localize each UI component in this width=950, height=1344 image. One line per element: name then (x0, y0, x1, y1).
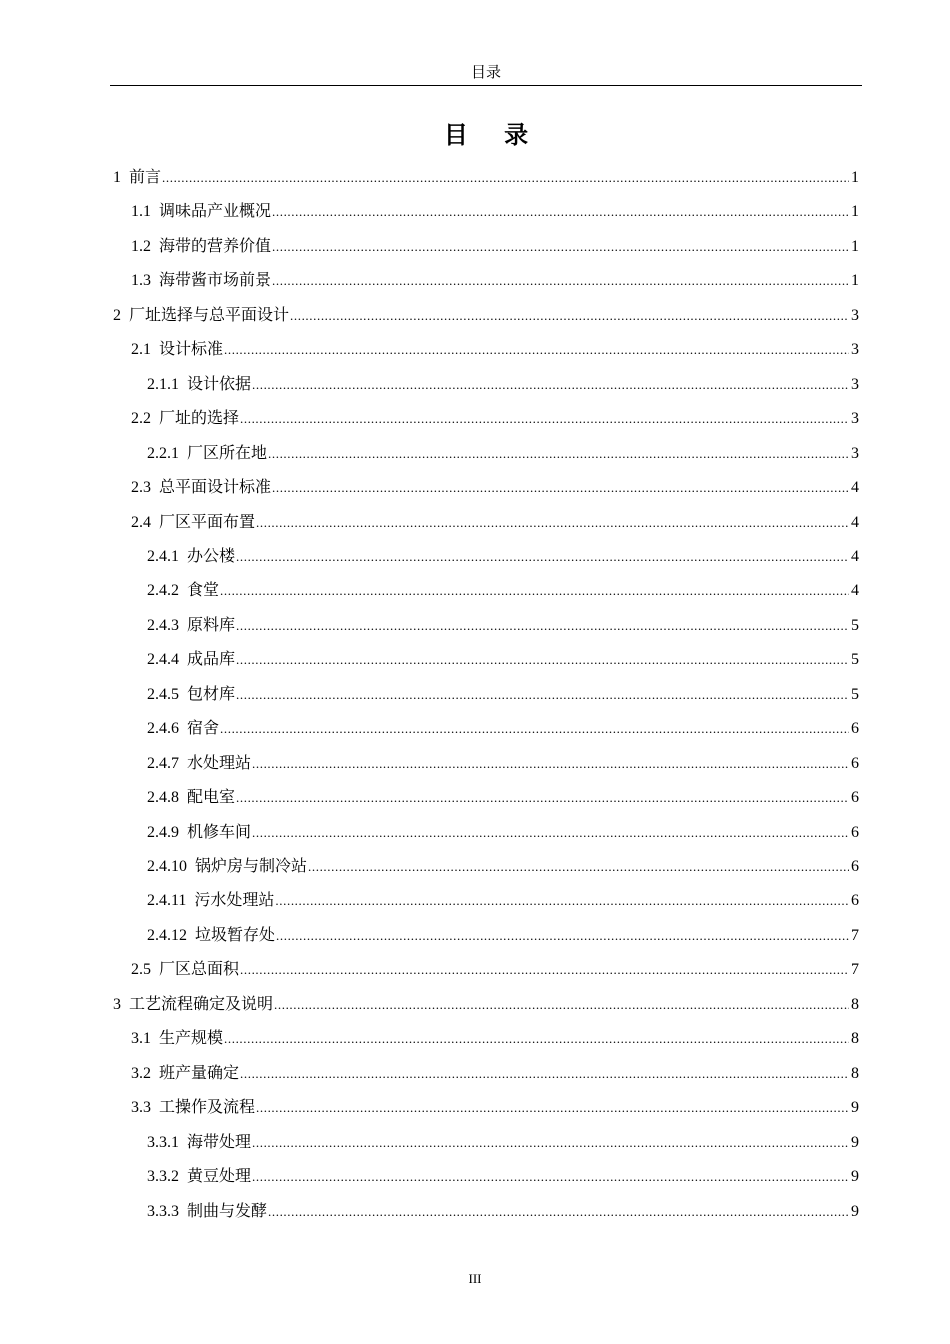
toc-entry[interactable] (147, 815, 859, 849)
toc-dot-leader (272, 471, 849, 505)
toc-entry[interactable] (131, 194, 859, 228)
toc-dot-leader (240, 953, 849, 987)
toc-entry-title: 厂区所在地 (187, 442, 268, 462)
toc-entry[interactable] (147, 1159, 859, 1193)
toc-entry[interactable] (147, 711, 859, 745)
toc-entry-title: 原料库 (187, 614, 236, 634)
toc-entry-number: 2.2 (131, 410, 151, 428)
toc-entry-number: 2.5 (131, 961, 151, 979)
toc-entry-page: 8 (851, 1064, 859, 1082)
toc-entry-page: 6 (851, 720, 859, 738)
toc-entry-title: 厂址的选择 (159, 408, 240, 428)
toc-dot-leader (236, 643, 849, 677)
toc-entry-page: 1 (851, 272, 859, 290)
toc-dot-leader (252, 816, 849, 850)
toc-dot-leader (252, 747, 849, 781)
toc-entry[interactable] (131, 1090, 859, 1124)
toc-entry-number: 2.1.1 (147, 375, 179, 393)
toc-entry[interactable] (147, 436, 859, 470)
toc-entry-number: 2.4.1 (147, 547, 179, 565)
toc-entry-page: 1 (851, 237, 859, 255)
toc-dot-leader (272, 264, 849, 298)
toc-entry-number: 2.2.1 (147, 444, 179, 462)
toc-entry-page: 3 (851, 444, 859, 462)
toc-dot-leader (224, 333, 849, 367)
toc-entry-page: 9 (851, 1133, 859, 1151)
toc-entry-page: 6 (851, 789, 859, 807)
toc-entry-number: 1.2 (131, 237, 151, 255)
toc-entry[interactable] (131, 1021, 859, 1055)
toc-entry-page: 4 (851, 547, 859, 565)
toc-entry[interactable] (147, 849, 859, 883)
toc-entry-number: 1.1 (131, 203, 151, 221)
toc-entry-number: 3.1 (131, 1030, 151, 1048)
toc-entry-number: 3.3 (131, 1099, 151, 1117)
toc-entry-title: 锅炉房与制冷站 (195, 856, 308, 875)
toc-entry-number: 2.4.10 (147, 858, 187, 875)
toc-entry-number: 1.3 (131, 272, 151, 290)
toc-entry-number: 2.3 (131, 479, 151, 497)
toc-entry-title: 生产规模 (159, 1028, 224, 1048)
toc-entry-number: 3 (113, 995, 121, 1013)
toc-entry-page: 9 (851, 1099, 859, 1117)
toc-entry-number: 2.4.11 (147, 892, 187, 910)
toc-dot-leader (236, 781, 849, 815)
toc-entry[interactable] (131, 263, 859, 297)
toc-dot-leader (224, 1022, 849, 1056)
running-header: 目录 (470, 63, 501, 81)
toc-entry-number: 3.3.1 (147, 1133, 179, 1151)
toc-entry-page: 4 (851, 513, 859, 531)
toc-entry-page: 6 (851, 754, 859, 772)
toc-entry-title: 办公楼 (187, 545, 236, 565)
toc-entry[interactable] (113, 160, 859, 194)
toc-dot-leader (252, 1160, 849, 1194)
toc-dot-leader (252, 368, 849, 402)
toc-entry-title: 设计依据 (187, 373, 252, 393)
toc-entry-number: 2.4.8 (147, 789, 179, 807)
toc-entry[interactable] (147, 573, 859, 607)
toc-entry-title: 黄豆处理 (187, 1166, 252, 1186)
toc-entry-title: 海带酱市场前景 (159, 270, 272, 290)
toc-entry-number: 2.4.5 (147, 685, 179, 703)
toc-entry-page: 4 (851, 479, 859, 497)
toc-entry-page: 3 (851, 375, 859, 393)
page-number: III (468, 1271, 482, 1286)
toc-dot-leader (272, 230, 849, 264)
toc-entry-title: 工操作及流程 (159, 1097, 256, 1117)
toc-entry-page: 5 (851, 651, 859, 669)
toc-entry-title: 海带的营养价值 (159, 235, 272, 255)
toc-entry-page: 7 (851, 961, 859, 979)
toc-entry-page: 6 (851, 823, 859, 841)
toc-entry-title: 配电室 (187, 787, 236, 807)
toc-entry[interactable] (113, 987, 859, 1021)
toc-entry-title: 污水处理站 (194, 890, 275, 910)
toc-entry[interactable] (147, 883, 859, 917)
toc-entry-title: 包材库 (187, 683, 236, 703)
toc-entry-page: 3 (851, 410, 859, 428)
toc-entry-title: 前言 (129, 167, 162, 186)
toc-entry-number: 2.4.6 (147, 720, 179, 738)
toc-dot-leader (252, 1126, 849, 1160)
toc-entry-title: 成品库 (187, 649, 236, 669)
toc-entry-page: 9 (851, 1168, 859, 1186)
toc-entry[interactable] (131, 332, 859, 366)
toc-dot-leader (308, 850, 849, 884)
toc-dot-leader (236, 540, 849, 574)
toc-entry[interactable] (131, 401, 859, 435)
toc-entry[interactable] (147, 746, 859, 780)
toc-entry-number: 2.4.4 (147, 651, 179, 669)
toc-entry-number: 3.2 (131, 1064, 151, 1082)
toc-entry-title: 食堂 (187, 580, 220, 600)
toc-entry-title: 厂址选择与总平面设计 (129, 304, 290, 324)
toc-entry-title: 工艺流程确定及说明 (129, 993, 274, 1013)
toc-entry-title: 海带处理 (187, 1131, 252, 1151)
toc-entry-number: 2.4.2 (147, 582, 179, 600)
toc-dot-leader (256, 1091, 849, 1125)
toc-entry-page: 3 (851, 306, 859, 324)
toc-dot-leader (290, 299, 849, 333)
page-title: 目 录 (443, 121, 543, 149)
toc-dot-leader (236, 609, 849, 643)
toc-entry-title: 厂区平面布置 (159, 511, 256, 531)
toc-entry-title: 机修车间 (187, 821, 252, 841)
toc-dot-leader (236, 678, 849, 712)
toc-entry-page: 8 (851, 995, 859, 1013)
toc-entry-number: 2.4.12 (147, 926, 187, 944)
toc-entry[interactable] (147, 1125, 859, 1159)
toc-dot-leader (220, 574, 849, 608)
toc-entry-page: 4 (851, 582, 859, 600)
toc-dot-leader (256, 506, 849, 540)
toc-entry-number: 3.3.3 (147, 1202, 179, 1220)
toc-entry[interactable] (147, 677, 859, 711)
toc-entry-page: 9 (851, 1202, 859, 1220)
toc-entry-title: 总平面设计标准 (159, 477, 272, 497)
toc-entry-title: 班产量确定 (159, 1062, 240, 1082)
toc-entry-title: 调味品产业概况 (159, 201, 272, 221)
toc-entry-title: 垃圾暂存处 (195, 924, 276, 944)
toc-entry[interactable] (147, 1194, 859, 1228)
toc-dot-leader (240, 1057, 849, 1091)
toc-entry-number: 2.4.7 (147, 754, 179, 772)
toc-dot-leader (162, 161, 849, 195)
toc-dot-leader (272, 195, 849, 229)
toc-entry[interactable] (131, 470, 859, 504)
toc-entry-title: 厂区总面积 (159, 959, 240, 979)
toc-entry-page: 3 (851, 341, 859, 359)
toc-entry-page: 8 (851, 1030, 859, 1048)
toc-entry[interactable] (131, 229, 859, 263)
toc-entry[interactable] (131, 505, 859, 539)
toc-entry-page: 6 (851, 858, 859, 875)
toc-entry[interactable] (147, 539, 859, 573)
toc-entry-page: 7 (851, 926, 859, 944)
toc-entry-title: 水处理站 (187, 752, 252, 772)
toc-entry[interactable] (113, 298, 859, 332)
toc-entry-page: 5 (851, 685, 859, 703)
toc-entry[interactable] (147, 642, 859, 676)
toc-entry-number: 3.3.2 (147, 1168, 179, 1186)
toc-entry-number: 2.4.9 (147, 823, 179, 841)
toc-entry-number: 1 (113, 169, 121, 186)
toc-entry-number: 2.1 (131, 341, 151, 359)
toc-entry[interactable] (131, 1056, 859, 1090)
toc-dot-leader (240, 402, 849, 436)
toc-entry[interactable] (147, 367, 859, 401)
toc-dot-leader (268, 437, 849, 471)
toc-dot-leader (220, 712, 849, 746)
toc-entry-number: 2.4.3 (147, 616, 179, 634)
header-rule (110, 85, 862, 86)
toc-entry-page: 5 (851, 616, 859, 634)
toc-entry[interactable] (147, 918, 859, 952)
toc-entry-page: 1 (851, 169, 859, 186)
toc-entry-page: 1 (851, 203, 859, 221)
toc-entry-page: 6 (851, 892, 859, 910)
toc-dot-leader (274, 988, 849, 1022)
toc-entry-number: 2 (113, 306, 121, 324)
toc-entry[interactable] (131, 952, 859, 986)
toc-entry[interactable] (147, 608, 859, 642)
toc-dot-leader (276, 919, 849, 953)
toc-entry[interactable] (147, 780, 859, 814)
toc-dot-leader (275, 884, 849, 918)
toc-entry-title: 制曲与发酵 (187, 1200, 268, 1220)
toc-entry-title: 设计标准 (159, 339, 224, 359)
toc-entry-number: 2.4 (131, 513, 151, 531)
toc-dot-leader (268, 1195, 849, 1229)
toc-entry-title: 宿舍 (187, 718, 220, 738)
